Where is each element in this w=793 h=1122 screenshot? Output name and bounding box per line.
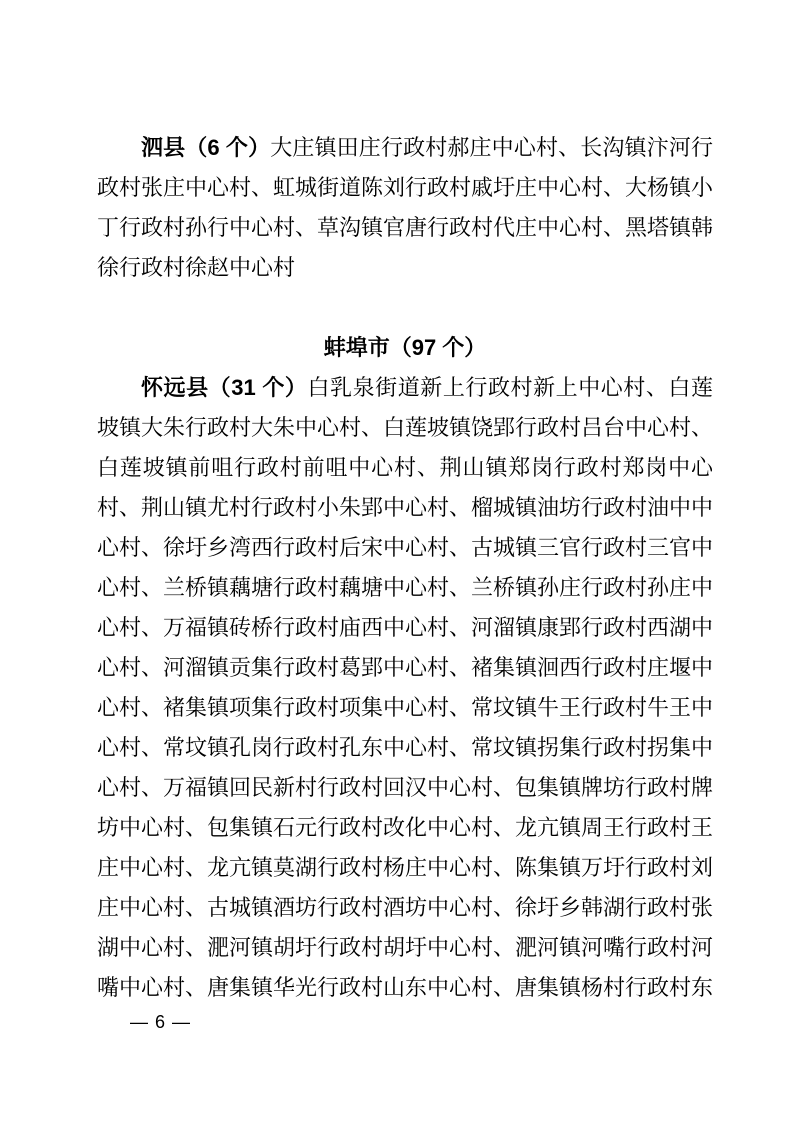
county-label-huaiyuan: 怀远县（31 个） [141,375,308,400]
village-list-sixian: 大庄镇田庄行政村郝庄中心村、长沟镇汴河行政村张庄中心村、虹城街道陈刘行政村戚圩庄中心村、大杨镇小丁行政村孙行中心村、草沟镇官唐行政村代庄中心村、黑塔镇韩徐行政村徐赵中心村 [97,135,714,280]
document-body [97,128,713,1008]
county-label-sixian: 泗县（6 个） [141,135,271,160]
page-number: — 6 — [130,1012,192,1032]
city-heading-bengbu: 蚌埠市（97 个） [323,335,487,360]
village-list-huaiyuan: 白乳泉街道新上行政村新上中心村、白莲坡镇大朱行政村大朱中心村、白莲坡镇饶郢行政村吕台中心村、白莲坡镇前咀行政村前咀中心村、荆山镇郑岗行政村郑岗中心村、荆山镇尤村行政村小朱郢中心村、榴城镇油坊行政村油中中心村、徐圩乡湾西行政村后宋中心村、古城镇三官行政村三官中心村、兰桥镇藕塘行政村藕塘中心村、兰桥镇孙庄行政村孙庄中心村、万福镇砖桥行政村庙西中心村、河溜镇康郢行政村西湖中心村、河溜镇贡集行政村葛郢中心村、褚集镇洄西行政村庄堰中心村、褚集镇项集行政村项集中心村、常坟镇牛王行政村牛王中心村、常坟镇孔岗行政村孔东中心村、常坟镇拐集行政村拐集中心村、万福镇回民新村行政村回汉中心村、包集镇牌坊行政村牌坊中心村、包集镇石元行政村改化中心村、龙亢镇周王行政村王庄中心村、龙亢镇莫湖行政村杨庄中心村、陈集镇万圩行政村刘庄中心村、古城镇酒坊行政村酒坊中心村、徐圩乡韩湖行政村张湖中心村、淝河镇胡圩行政村胡圩中心村、淝河镇河嘴行政村河嘴中心村、唐集镇华光行政村山东中心村、唐集镇杨村行政村东 [97,375,714,1000]
paragraph-huaiyuan [97,368,713,1008]
paragraph-sixian [97,128,713,288]
